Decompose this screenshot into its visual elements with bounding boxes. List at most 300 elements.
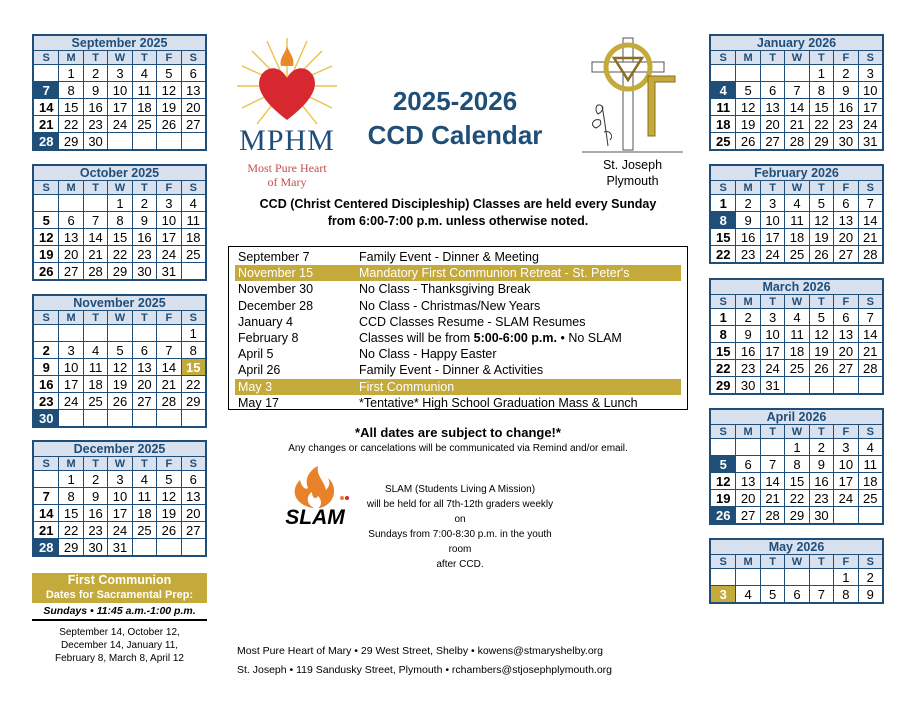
calendar-day: 6 (181, 470, 205, 487)
calendar-day: 22 (809, 115, 833, 132)
calendar-day: 1 (58, 64, 82, 81)
calendar-day: 28 (83, 262, 107, 279)
weekday-header: T (83, 456, 107, 470)
calendar-day: 1 (711, 308, 735, 325)
calendar-day: 20 (760, 115, 784, 132)
calendar-day: 1 (784, 438, 808, 455)
weekday-header: T (760, 50, 784, 64)
calendar-day: 20 (833, 342, 857, 359)
calendar-day: 30 (34, 409, 58, 426)
event-row (235, 362, 681, 378)
calendar-day: 26 (156, 115, 180, 132)
calendar-day: 5 (760, 585, 784, 602)
calendar-empty-cell (858, 506, 882, 523)
calendar-day: 20 (181, 98, 205, 115)
event-description: Family Event - Dinner & Meeting (359, 250, 539, 264)
calendar-day: 17 (760, 342, 784, 359)
calendar-day: 1 (107, 194, 131, 211)
title-year: 2025-2026 (392, 86, 518, 116)
event-description (359, 330, 681, 346)
calendar-day: 7 (858, 194, 882, 211)
weekday-header: S (34, 310, 58, 324)
weekday-header: T (809, 294, 833, 308)
calendar-day: 31 (156, 262, 180, 279)
calendar-day: 30 (83, 132, 107, 149)
calendar-empty-cell (711, 568, 735, 585)
slam-logo-mark: SLAM (285, 506, 345, 529)
calendar-day: 14 (34, 504, 58, 521)
calendar-day: 4 (858, 438, 882, 455)
calendar-day: 7 (34, 81, 58, 98)
calendar-day: 12 (156, 81, 180, 98)
calendar-day: 6 (760, 81, 784, 98)
calendar-day: 19 (156, 504, 180, 521)
calendar-day: 24 (107, 115, 131, 132)
calendar-day: 5 (809, 194, 833, 211)
st-joseph-logo-line1: St. Joseph (602, 158, 663, 172)
calendar-day: 24 (58, 392, 82, 409)
calendar-day: 9 (83, 81, 107, 98)
calendar-day: 29 (784, 506, 808, 523)
calendar-day: 27 (132, 392, 156, 409)
calendar-day: 20 (58, 245, 82, 262)
calendar-empty-cell (83, 409, 107, 426)
calendar-day: 17 (107, 504, 131, 521)
calendar-day: 2 (132, 194, 156, 211)
calendar-day: 18 (711, 115, 735, 132)
calendar-day: 26 (156, 521, 180, 538)
calendar-day: 15 (809, 98, 833, 115)
calendar-day: 21 (858, 228, 882, 245)
calendar-empty-cell (156, 324, 180, 341)
calendar-day: 16 (132, 228, 156, 245)
weekday-header: S (34, 180, 58, 194)
calendar-day: 23 (735, 359, 759, 376)
calendar-day: 25 (132, 115, 156, 132)
calendar-october-2025 (32, 164, 207, 281)
calendar-day: 29 (107, 262, 131, 279)
calendar-empty-cell (833, 376, 857, 393)
calendar-empty-cell (735, 568, 759, 585)
slam-line: SLAM (Students Living A Mission) (384, 484, 536, 495)
calendar-day: 22 (58, 115, 82, 132)
calendar-day: 18 (132, 98, 156, 115)
weekday-header: F (833, 180, 857, 194)
calendar-day: 24 (760, 359, 784, 376)
calendar-title: December 2025 (34, 442, 205, 456)
calendar-day: 9 (132, 211, 156, 228)
calendar-day: 16 (809, 472, 833, 489)
intro-line-2: from 6:00-7:00 p.m. unless otherwise noted. (327, 214, 589, 228)
calendar-grid (711, 294, 882, 393)
calendar-day: 10 (107, 487, 131, 504)
flame-icon (272, 466, 358, 510)
calendar-day: 9 (858, 585, 882, 602)
calendar-day: 9 (833, 81, 857, 98)
calendar-empty-cell (181, 262, 205, 279)
calendar-day: 24 (107, 521, 131, 538)
calendar-grid (34, 456, 205, 555)
calendar-day: 4 (181, 194, 205, 211)
calendar-day: 24 (858, 115, 882, 132)
calendar-day: 18 (784, 342, 808, 359)
calendar-day: 6 (58, 211, 82, 228)
slam-line: will be held for all 7th-12th graders weekly on (366, 499, 554, 525)
weekday-header: T (132, 310, 156, 324)
calendar-day: 28 (858, 245, 882, 262)
footer-line-shelby: Most Pure Heart of Mary • 29 West Street, Shelby • kowens@stmaryshelby.org (237, 645, 604, 657)
weekday-header: M (735, 294, 759, 308)
calendar-day: 15 (58, 504, 82, 521)
slam-description (360, 482, 560, 572)
weekday-header: W (107, 456, 131, 470)
calendar-day: 24 (156, 245, 180, 262)
calendar-day: 11 (132, 81, 156, 98)
weekday-header: S (181, 310, 205, 324)
calendar-empty-cell (711, 438, 735, 455)
calendar-day: 1 (711, 194, 735, 211)
calendar-empty-cell (132, 409, 156, 426)
calendar-empty-cell (34, 324, 58, 341)
calendar-empty-cell (760, 438, 784, 455)
slam-logo (272, 466, 358, 530)
event-date: May 3 (238, 379, 273, 394)
event-description: No Class - Thanksgiving Break (359, 282, 531, 297)
weekday-header: T (760, 294, 784, 308)
calendar-day: 14 (83, 228, 107, 245)
calendar-day: 14 (858, 325, 882, 342)
calendar-day: 28 (760, 506, 784, 523)
event-date: January 4 (238, 314, 293, 329)
event-row (235, 281, 681, 297)
calendar-day: 25 (784, 245, 808, 262)
calendar-day: 5 (711, 455, 735, 472)
weekday-header: F (833, 554, 857, 568)
event-description: No Class - Happy Easter (359, 347, 497, 362)
calendar-day: 5 (34, 211, 58, 228)
calendar-day: 31 (858, 132, 882, 149)
calendar-day: 7 (156, 341, 180, 358)
calendar-day: 2 (833, 64, 857, 81)
calendar-empty-cell (107, 324, 131, 341)
calendar-day: 8 (711, 325, 735, 342)
first-communion-subheading: Dates for Sacramental Prep: (45, 589, 194, 601)
weekday-header: F (833, 50, 857, 64)
weekday-header: S (711, 294, 735, 308)
calendar-day: 18 (784, 228, 808, 245)
calendar-day: 24 (760, 245, 784, 262)
weekday-header: S (181, 50, 205, 64)
calendar-day: 6 (784, 585, 808, 602)
calendar-day: 13 (58, 228, 82, 245)
calendar-day: 7 (83, 211, 107, 228)
dates-subject-to-change: *All dates are subject to change!* (355, 425, 561, 440)
calendar-grid (711, 180, 882, 262)
calendar-day: 21 (760, 489, 784, 506)
calendar-day: 7 (34, 487, 58, 504)
calendar-day: 9 (809, 455, 833, 472)
calendar-day: 23 (83, 521, 107, 538)
weekday-header: F (833, 294, 857, 308)
calendar-november-2025 (32, 294, 207, 428)
calendar-empty-cell (784, 568, 808, 585)
calendar-day: 12 (735, 98, 759, 115)
mphm-logo-line2: of Mary (267, 175, 307, 189)
st-joseph-logo-line2: Plymouth (606, 174, 659, 188)
calendar-empty-cell (34, 194, 58, 211)
calendar-empty-cell (833, 506, 857, 523)
calendar-day: 23 (809, 489, 833, 506)
weekday-header: W (784, 424, 808, 438)
calendar-day: 7 (784, 81, 808, 98)
calendar-day: 4 (784, 308, 808, 325)
calendar-day: 2 (735, 308, 759, 325)
mphm-logo-line1: Most Pure Heart (247, 161, 327, 175)
calendar-day: 3 (760, 308, 784, 325)
calendar-day: 11 (181, 211, 205, 228)
calendar-day: 13 (181, 487, 205, 504)
calendar-empty-cell (181, 132, 205, 149)
event-description: Family Event - Dinner & Activities (359, 363, 544, 378)
calendar-empty-cell (34, 64, 58, 81)
weekday-header: S (858, 180, 882, 194)
weekday-header: M (58, 50, 82, 64)
calendar-day: 17 (156, 228, 180, 245)
calendar-day: 1 (833, 568, 857, 585)
changes-communication-note: Any changes or cancelations will be communicated via Remind and/or email. (288, 443, 628, 454)
weekday-header: S (711, 554, 735, 568)
weekday-header: T (760, 180, 784, 194)
calendar-empty-cell (107, 132, 131, 149)
calendar-day: 27 (760, 132, 784, 149)
calendar-day: 14 (784, 98, 808, 115)
calendar-day: 13 (181, 81, 205, 98)
weekday-header: M (735, 50, 759, 64)
calendar-day: 24 (833, 489, 857, 506)
calendar-day: 25 (83, 392, 107, 409)
weekday-header: M (735, 554, 759, 568)
calendar-day: 14 (858, 211, 882, 228)
weekday-header: F (156, 50, 180, 64)
weekday-header: S (34, 50, 58, 64)
calendar-day: 18 (181, 228, 205, 245)
calendar-day: 3 (760, 194, 784, 211)
calendar-title: October 2025 (34, 166, 205, 180)
weekday-header: F (156, 456, 180, 470)
weekday-header: W (784, 294, 808, 308)
calendar-empty-cell (784, 64, 808, 81)
event-row (235, 346, 681, 362)
calendar-title: May 2026 (711, 540, 882, 554)
calendar-day: 1 (809, 64, 833, 81)
calendar-day: 19 (711, 489, 735, 506)
event-date: May 17 (238, 395, 279, 410)
calendar-day: 2 (809, 438, 833, 455)
calendar-day: 8 (58, 487, 82, 504)
calendar-empty-cell (58, 324, 82, 341)
calendar-day: 25 (132, 521, 156, 538)
weekday-header: T (809, 50, 833, 64)
calendar-day: 15 (784, 472, 808, 489)
calendar-day: 30 (833, 132, 857, 149)
calendar-day: 17 (858, 98, 882, 115)
calendar-day: 13 (833, 211, 857, 228)
event-description: Mandatory First Communion Retreat - St. Peter's (359, 266, 630, 281)
calendar-day: 5 (809, 308, 833, 325)
calendar-day: 18 (858, 472, 882, 489)
calendar-day: 9 (735, 325, 759, 342)
calendar-day: 27 (833, 359, 857, 376)
event-date: September 7 (238, 250, 310, 264)
calendar-day: 29 (711, 376, 735, 393)
weekday-header: S (34, 456, 58, 470)
calendar-day: 10 (58, 358, 82, 375)
calendar-day: 4 (83, 341, 107, 358)
calendar-empty-cell (760, 568, 784, 585)
calendar-april-2026 (709, 408, 884, 525)
calendar-day: 3 (107, 64, 131, 81)
mphm-logo (232, 36, 342, 191)
calendar-day: 25 (181, 245, 205, 262)
calendar-day: 14 (760, 472, 784, 489)
calendar-day: 22 (107, 245, 131, 262)
weekday-header: S (181, 456, 205, 470)
st-joseph-logo (580, 36, 685, 191)
calendar-day: 22 (784, 489, 808, 506)
calendar-day: 8 (711, 211, 735, 228)
calendar-day: 3 (833, 438, 857, 455)
calendar-day: 3 (58, 341, 82, 358)
calendar-day: 7 (858, 308, 882, 325)
calendar-day: 30 (809, 506, 833, 523)
calendar-day: 26 (711, 506, 735, 523)
weekday-header: T (132, 456, 156, 470)
event-description-time: 5:00-6:00 p.m. (473, 330, 557, 345)
calendar-day: 4 (132, 64, 156, 81)
calendar-day: 12 (809, 211, 833, 228)
calendar-day: 6 (833, 308, 857, 325)
weekday-header: W (107, 50, 131, 64)
calendar-day: 2 (83, 470, 107, 487)
calendar-day: 16 (735, 228, 759, 245)
weekday-header: T (83, 180, 107, 194)
calendar-day: 20 (735, 489, 759, 506)
slam-line: Sundays from 7:00-8:30 p.m. in the youth room (368, 529, 552, 555)
calendar-empty-cell (735, 438, 759, 455)
calendar-day: 28 (156, 392, 180, 409)
weekday-header: M (735, 424, 759, 438)
weekday-header: W (784, 180, 808, 194)
calendar-day: 15 (58, 98, 82, 115)
weekday-header: T (809, 424, 833, 438)
event-description-part: • No SLAM (557, 330, 622, 345)
calendar-day: 4 (735, 585, 759, 602)
calendar-day: 10 (156, 211, 180, 228)
weekday-header: S (858, 50, 882, 64)
calendar-day: 1 (58, 470, 82, 487)
calendar-day: 8 (809, 81, 833, 98)
calendar-day: 19 (156, 98, 180, 115)
calendar-day: 5 (156, 64, 180, 81)
calendar-day: 20 (132, 375, 156, 392)
calendar-day: 13 (833, 325, 857, 342)
weekday-header: W (107, 180, 131, 194)
weekday-header: W (784, 50, 808, 64)
weekday-header: F (156, 180, 180, 194)
calendar-day: 4 (711, 81, 735, 98)
calendar-day: 12 (809, 325, 833, 342)
first-communion-time: Sundays • 11:45 a.m.-1:00 p.m. (32, 605, 207, 621)
calendar-day: 29 (809, 132, 833, 149)
calendar-day: 18 (83, 375, 107, 392)
calendar-day: 21 (156, 375, 180, 392)
calendar-day: 21 (83, 245, 107, 262)
calendar-day: 11 (784, 211, 808, 228)
calendar-empty-cell (760, 64, 784, 81)
calendar-day: 19 (735, 115, 759, 132)
calendar-day: 13 (760, 98, 784, 115)
calendar-day: 2 (34, 341, 58, 358)
calendar-empty-cell (58, 409, 82, 426)
calendar-day: 29 (181, 392, 205, 409)
calendar-empty-cell (156, 409, 180, 426)
calendar-day: 4 (132, 470, 156, 487)
calendar-day: 16 (83, 98, 107, 115)
calendar-day: 8 (784, 455, 808, 472)
calendar-day: 26 (735, 132, 759, 149)
calendar-february-2026 (709, 164, 884, 264)
first-communion-date-line: February 8, March 8, April 12 (55, 653, 184, 664)
calendar-day: 30 (735, 376, 759, 393)
calendar-day: 9 (34, 358, 58, 375)
calendar-day: 5 (107, 341, 131, 358)
calendar-day: 22 (181, 375, 205, 392)
calendar-day: 12 (711, 472, 735, 489)
calendar-title: February 2026 (711, 166, 882, 180)
event-description-part: Classes will be from (359, 330, 474, 345)
calendar-day: 30 (132, 262, 156, 279)
calendar-day: 11 (132, 487, 156, 504)
calendar-day: 22 (711, 245, 735, 262)
calendar-day: 2 (735, 194, 759, 211)
weekday-header: M (58, 310, 82, 324)
title-ccd-calendar: CCD Calendar (367, 120, 543, 150)
calendar-day: 19 (34, 245, 58, 262)
calendar-day: 15 (107, 228, 131, 245)
calendar-day: 23 (833, 115, 857, 132)
calendar-december-2025 (32, 440, 207, 557)
calendar-day: 16 (83, 504, 107, 521)
weekday-header: M (735, 180, 759, 194)
event-date: November 30 (238, 282, 314, 297)
calendar-day: 23 (83, 115, 107, 132)
calendar-day: 26 (809, 245, 833, 262)
calendar-empty-cell (784, 376, 808, 393)
calendar-day: 27 (735, 506, 759, 523)
calendar-day: 12 (156, 487, 180, 504)
calendar-day: 12 (34, 228, 58, 245)
weekday-header: S (711, 50, 735, 64)
calendar-day: 27 (58, 262, 82, 279)
calendar-day: 8 (58, 81, 82, 98)
calendar-day: 12 (107, 358, 131, 375)
calendar-day: 4 (784, 194, 808, 211)
calendar-title: November 2025 (34, 296, 205, 310)
calendar-day: 6 (833, 194, 857, 211)
calendar-day: 15 (711, 228, 735, 245)
calendar-day: 6 (132, 341, 156, 358)
footer-line-plymouth: St. Joseph • 119 Sandusky Street, Plymouth • rchambers@stjosephplymouth.org (237, 664, 613, 676)
